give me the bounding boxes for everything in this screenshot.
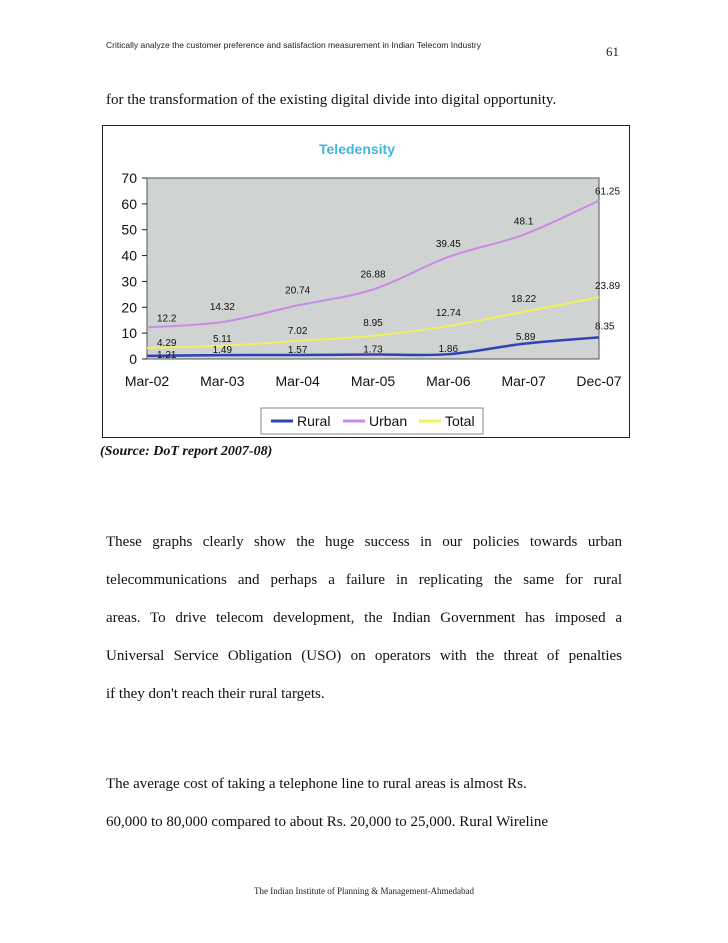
legend-label-total: Total (445, 413, 475, 429)
data-label-total: 12.74 (435, 308, 461, 320)
data-label-total: 8.95 (363, 317, 383, 329)
legend-label-rural: Rural (297, 413, 331, 429)
page-footer: The Indian Institute of Planning & Management-Ahmedabad (254, 886, 474, 896)
data-label-urban: 12.2 (157, 313, 177, 325)
paragraph-1-line-2: telecommunications and perhaps a failure in replicating the same for rural (106, 572, 622, 588)
x-tick-label: Mar-07 (501, 373, 546, 389)
data-label-urban: 61.25 (595, 186, 621, 198)
chart-canvas (103, 126, 629, 437)
data-label-rural: 1.86 (438, 344, 459, 356)
data-label-urban: 20.74 (285, 285, 311, 297)
data-label-urban: 26.88 (360, 269, 386, 281)
page-number: 61 (606, 44, 619, 59)
data-label-rural: 1.73 (363, 344, 383, 356)
data-label-urban: 39.45 (435, 238, 461, 250)
data-label-rural: 5.89 (515, 331, 536, 343)
paragraph-2-line-1: The average cost of taking a telephone line to rural areas is almost Rs. (106, 776, 527, 792)
y-tick-label: 40 (121, 247, 137, 264)
x-tick-label: Mar-03 (200, 373, 245, 389)
y-tick-label: 10 (121, 325, 137, 342)
intro-line: for the transformation of the existing digital divide into digital opportunity. (106, 92, 557, 108)
y-tick-label: 60 (121, 195, 137, 212)
y-tick-label: 70 (121, 170, 137, 186)
data-label-total: 23.89 (595, 281, 621, 293)
legend-label-urban: Urban (369, 413, 408, 429)
data-label-total: 5.11 (212, 333, 232, 345)
chart-source-caption: (Source: DoT report 2007-08) (100, 444, 273, 459)
paragraph-1-line-5: if they don't reach their rural targets. (106, 686, 325, 702)
data-label-rural: 1.21 (157, 349, 177, 361)
data-label-total: 4.29 (157, 337, 177, 349)
x-tick-label: Mar-02 (124, 373, 170, 389)
paragraph-1-line-1: These graphs clearly show the huge success in our policies towards urban (106, 534, 622, 550)
teledensity-chart (102, 125, 630, 438)
data-label-rural: 1.57 (287, 344, 308, 356)
y-tick-label: 50 (121, 221, 137, 238)
data-label-urban: 14.32 (209, 301, 235, 313)
paragraph-1-line-3: areas. To drive telecom development, the Indian Government has imposed a (106, 610, 622, 626)
data-label-total: 18.22 (511, 293, 537, 305)
data-label-urban: 48.1 (513, 216, 534, 228)
x-tick-label: Dec-07 (576, 373, 622, 389)
y-tick-label: 30 (121, 273, 137, 290)
y-tick-label: 20 (121, 299, 137, 316)
x-tick-label: Mar-05 (350, 373, 396, 389)
paragraph-1-line-4: Universal Service Obligation (USO) on operators with the threat of penalties (106, 648, 622, 664)
data-label-rural: 8.35 (595, 321, 615, 333)
x-tick-label: Mar-06 (426, 373, 471, 389)
y-tick-label: 0 (129, 351, 137, 367)
running-header-title: Critically analyze the customer preference and satisfaction measurement in Indian Telecom Industry (106, 40, 481, 50)
x-tick-label: Mar-04 (275, 373, 320, 389)
data-label-total: 7.02 (287, 325, 308, 337)
paragraph-2-line-2: 60,000 to 80,000 compared to about Rs. 20,000 to 25,000. Rural Wireline (106, 814, 548, 830)
data-label-rural: 1.49 (212, 345, 233, 357)
chart-title: Teledensity (319, 141, 395, 157)
